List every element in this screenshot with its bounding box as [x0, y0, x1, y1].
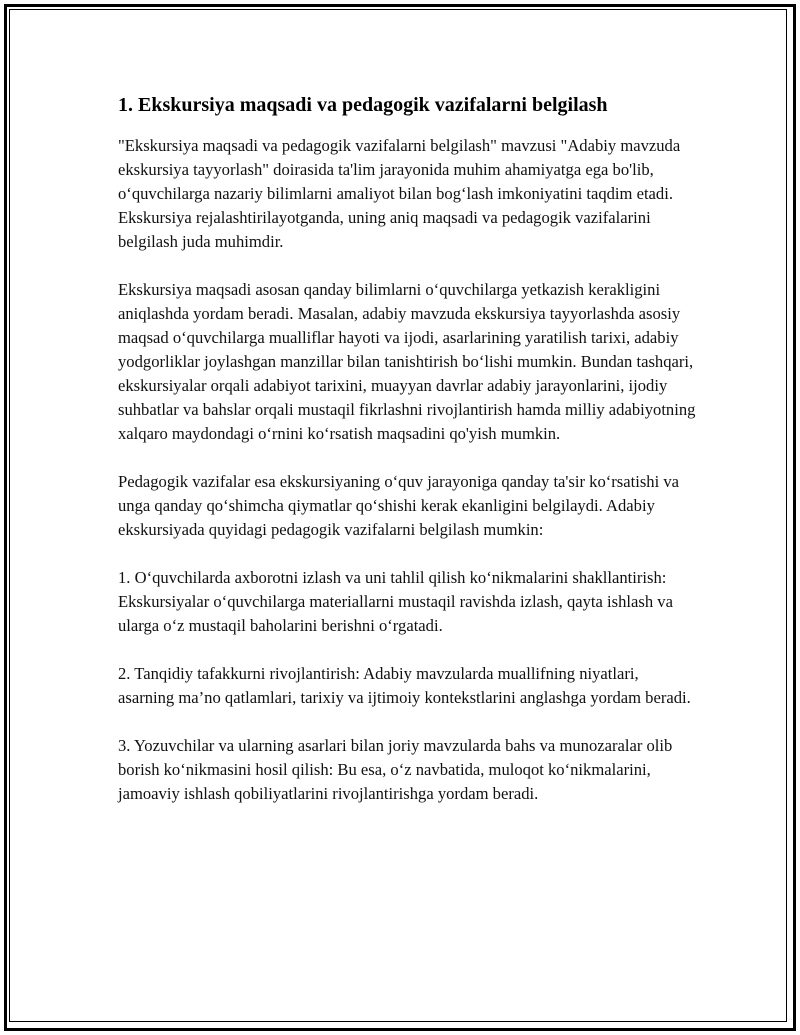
list-item-1: 1. O‘quvchilarda axborotni izlash va uni tahlil qilish ko‘nikmalarini shakllantirish: Ekskursiyalar o‘quvchilarga materiallarni mustaqil ravishda izlash, qayta ishlash va ularga o‘z mustaqil baholarini berishni o‘rgatadi.: [118, 568, 673, 635]
document-body: [118, 92, 698, 830]
paragraph-goal: Ekskursiya maqsadi asosan qanday bilimlarni o‘quvchilarga yetkazish kerakligini aniqlashda yordam beradi. Masalan, adabiy mavzuda ekskursiya tayyorlashda asosiy maqsad o‘quvchilarga mualliflar hayoti va ijodi, asarlarining yaratilish tarixi, adabiy yodgorliklar joylashgan manzillar bilan tanishtirish bo‘lishi mumkin. Bundan tashqari, ekskursiyalar orqali adabiyot tarixini, muayyan davrlar adabiy jarayonlarini, ijodiy suhbatlar va bahslar orqali mustaqil fikrlashni rivojlantirish hamda milliy adabiyotning xalqaro maydondagi o‘rnini ko‘rsatish maqsadini qo'yish mumkin.: [118, 280, 696, 443]
list-item-2: 2. Tanqidiy tafakkurni rivojlantirish: Adabiy mavzularda muallifning niyatlari, asarning ma’no qatlamlari, tarixiy va ijtimoiy kontekstlarini anglashga yordam beradi.: [118, 664, 691, 707]
list-item-3: 3. Yozuvchilar va ularning asarlari bilan joriy mavzularda bahs va munozaralar olib borish ko‘nikmasini hosil qilish: Bu esa, o‘z navbatida, muloqot ko‘nikmalarini, jamoaviy ishlash qobiliyatlarini rivojlantirishga yordam beradi.: [118, 736, 673, 803]
section-heading: 1. Ekskursiya maqsadi va pedagogik vazifalarni belgilash: [118, 94, 608, 116]
paragraph-intro: "Ekskursiya maqsadi va pedagogik vazifalarni belgilash" mavzusi "Adabiy mavzuda ekskursiya tayyorlash" doirasida ta'lim jarayonida muhim ahamiyatga ega bo'lib, o‘quvchilarga nazariy bilimlarni amaliyot bilan bog‘lash imkoniyatini taqdim etadi. Ekskursiya rejalashtirilayotganda, uning aniq maqsadi va pedagogik vazifalarini belgilash juda muhimdir.: [118, 136, 681, 251]
paragraph-tasks: Pedagogik vazifalar esa ekskursiyaning o‘quv jarayoniga qanday ta'sir ko‘rsatishi va unga qanday qo‘shimcha qiymatlar qo‘shishi kerak ekanligini belgilaydi. Adabiy ekskursiyada quyidagi pedagogik vazifalarni belgilash mumkin:: [118, 472, 680, 539]
